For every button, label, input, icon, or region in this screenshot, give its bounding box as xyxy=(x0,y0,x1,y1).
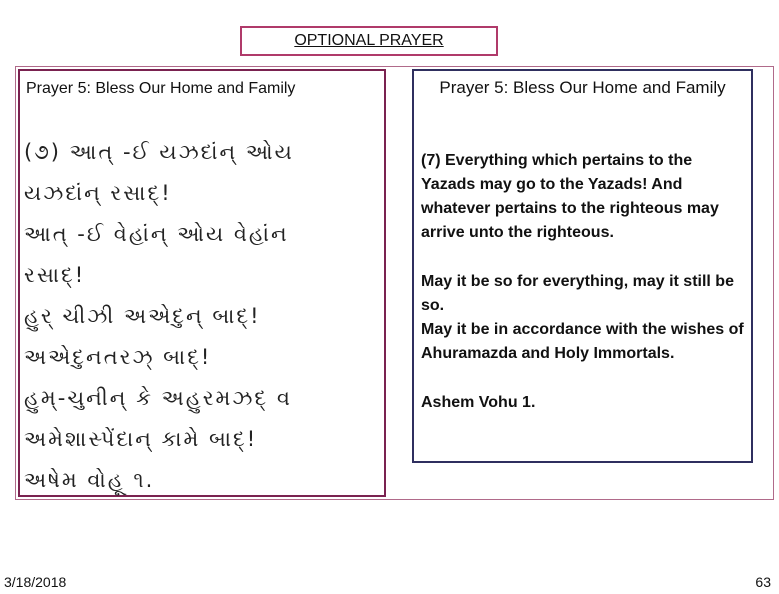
english-prayer-text xyxy=(421,149,749,415)
gujarati-panel-heading: Prayer 5: Bless Our Home and Family xyxy=(26,80,296,97)
english-panel-heading: Prayer 5: Bless Our Home and Family xyxy=(439,78,726,97)
gujarati-prayer-text xyxy=(24,132,380,501)
gujarati-line-1: (૭) આત્ -ઈ યઝદાંન્ ઓય xyxy=(24,140,294,164)
gujarati-line-5: હુર્ ચીઝી અએદુન્ બાદ્! xyxy=(24,304,261,328)
slide-page-number: 63 xyxy=(755,574,771,590)
english-paragraph-2: May it be so for everything, may it still be so. xyxy=(421,273,734,314)
gujarati-line-4: રસાદ્! xyxy=(24,263,86,287)
paragraph-spacer xyxy=(421,245,749,270)
page-title: OPTIONAL PRAYER xyxy=(294,32,444,49)
english-paragraph-1: (7) Everything which pertains to the Yazads may go to the Yazads! And whatever pertains to the righteous may arrive unto the righteous. xyxy=(421,152,719,241)
gujarati-line-7: હુમ્-ચુનીન્ કે અહુરમઝદ્ વ xyxy=(24,386,292,410)
english-paragraph-3: May it be in accordance with the wishes of Ahuramazda and Holy Immortals. xyxy=(421,321,744,362)
gujarati-line-9: અષેમ વોહૂ ૧. xyxy=(24,468,155,492)
gujarati-line-6: અએદુનતરઝ્ બાદ્! xyxy=(24,345,212,369)
paragraph-spacer xyxy=(421,366,749,391)
gujarati-line-3: આત્ -ઈ વેહાંન્ ઓય વેહાંન xyxy=(24,222,289,246)
english-paragraph-4: Ashem Vohu 1. xyxy=(421,394,536,411)
slide-date: 3/18/2018 xyxy=(4,574,67,590)
gujarati-line-2: યઝદાંન્ રસાદ્! xyxy=(24,181,172,205)
gujarati-line-8: અમેશાસ્પેંદાન્ કામે બાદ્! xyxy=(24,427,258,451)
